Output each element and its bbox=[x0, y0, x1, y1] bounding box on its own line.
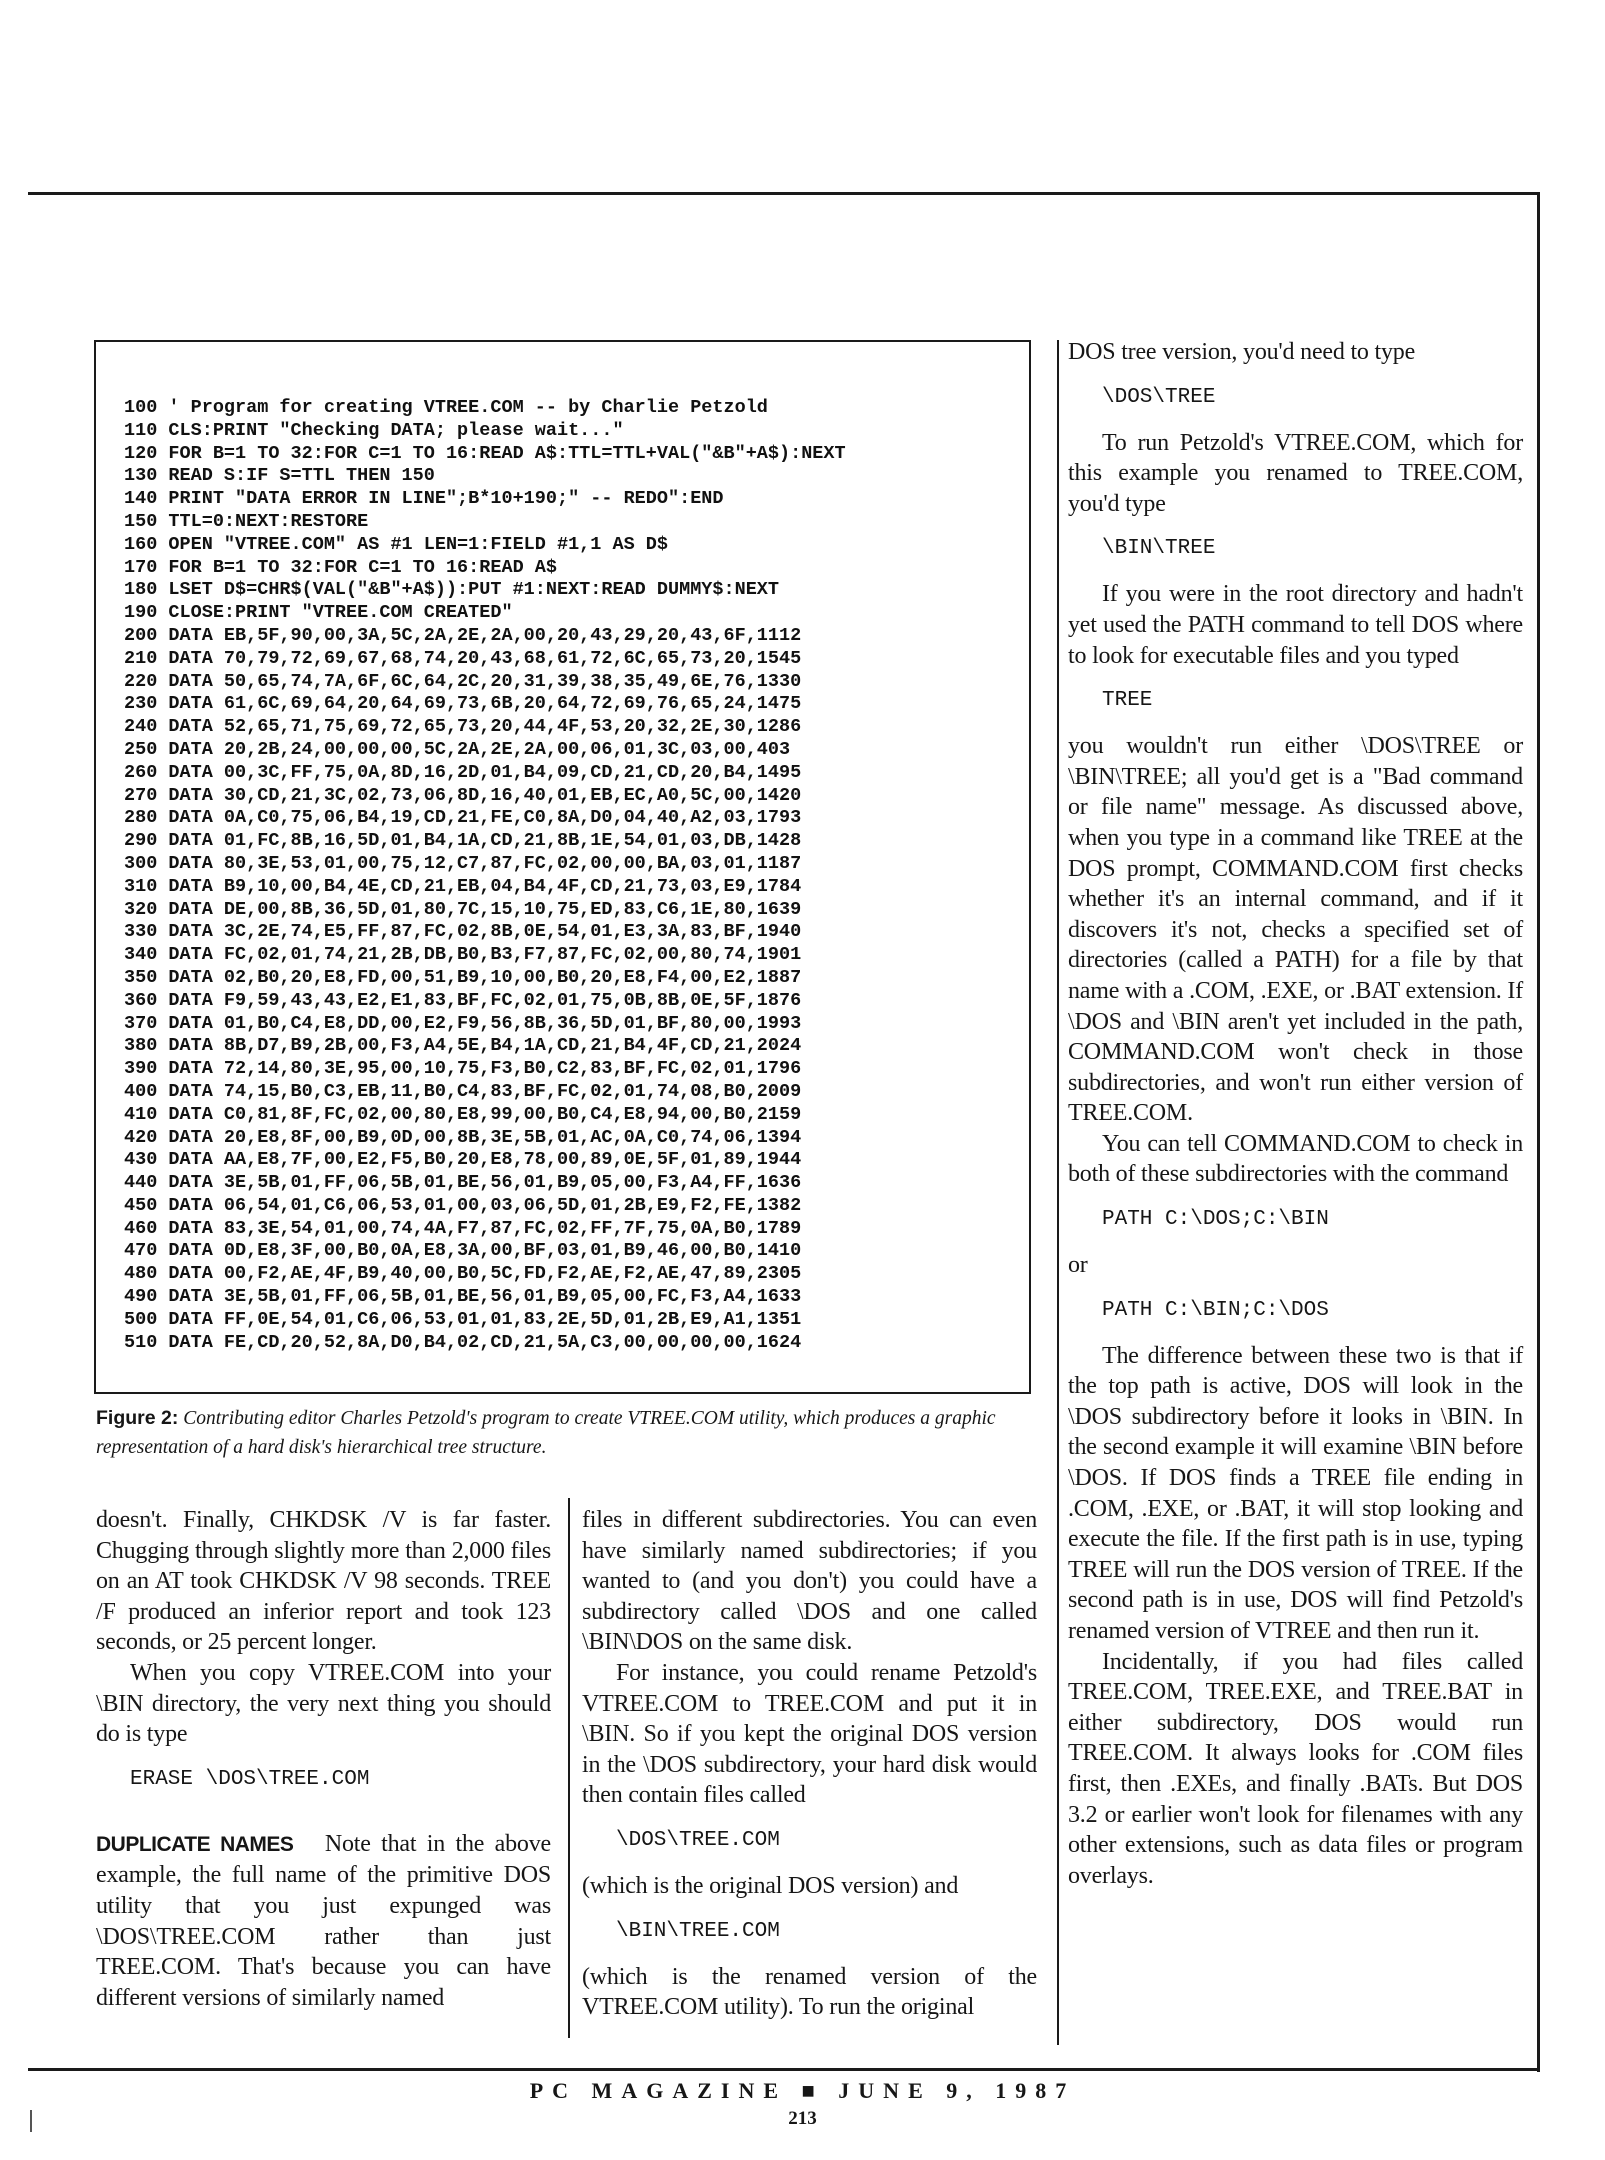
caption-label: Figure 2: bbox=[96, 1407, 179, 1429]
code-line: 370 DATA 01,B0,C4,E8,DD,00,E2,F9,56,8B,36,5D,01,BF,80,00,1993 bbox=[124, 1012, 802, 1034]
code-line: 380 DATA 8B,D7,B9,2B,00,F3,A4,5E,B4,1A,CD,21,B4,4F,CD,21,2024 bbox=[124, 1035, 802, 1057]
code-line: 500 DATA FF,0E,54,01,C6,06,53,01,01,83,2E,5D,01,2B,E9,A1,1351 bbox=[124, 1308, 802, 1330]
column-1 bbox=[96, 1505, 551, 2013]
paragraph: The difference between these two is that if the top path is active, DOS will look in the \DOS subdirectory before it looks in \BIN. In the second example it will examine \BIN before \DOS. If DOS finds a TREE file ending in .COM, .EXE, or .BAT, it will stop looking and execute the file. If the first path is in use, typing TREE will run the DOS version of TREE. If the second path is in use, DOS will find Petzold's renamed version of VTREE and then run it. bbox=[1068, 1342, 1523, 1644]
code-line: 250 DATA 20,2B,24,00,00,00,5C,2A,2E,2A,00,06,01,3C,03,00,403 bbox=[124, 738, 791, 760]
paragraph: You can tell COMMAND.COM to check in both of these subdirectories with the command bbox=[1068, 1130, 1523, 1188]
code-line: 480 DATA 00,F2,AE,4F,B9,40,00,B0,5C,FD,F2,AE,F2,AE,47,89,2305 bbox=[124, 1263, 802, 1285]
top-rule bbox=[28, 192, 1540, 195]
paragraph: or bbox=[1068, 1252, 1088, 1279]
code-line: 330 DATA 3C,2E,74,E5,FF,87,FC,02,8B,0E,54,01,E3,3A,83,BF,1940 bbox=[124, 921, 802, 943]
code-line: 450 DATA 06,54,01,C6,06,53,01,00,03,06,5D,01,2B,E9,F2,FE,1382 bbox=[124, 1194, 802, 1216]
paragraph: For instance, you could rename Petzold's VTREE.COM to TREE.COM and put it in \BIN. So if you kept the original DOS version in the \DOS subdirectory, your hard disk would then contain files called bbox=[582, 1659, 1037, 1809]
section-heading: DUPLICATE NAMES bbox=[96, 1832, 294, 1856]
paragraph: (which is the original DOS version) and bbox=[582, 1872, 959, 1899]
code-line: 170 FOR B=1 TO 32:FOR C=1 TO 16:READ A$ bbox=[124, 556, 557, 578]
code-line: 150 TTL=0:NEXT:RESTORE bbox=[124, 510, 369, 532]
right-rule bbox=[1537, 192, 1540, 2072]
code-line: 190 CLOSE:PRINT "VTREE.COM CREATED" bbox=[124, 602, 513, 624]
column-divider bbox=[1057, 340, 1059, 2045]
code-line: 390 DATA 72,14,80,3E,95,00,10,75,F3,B0,C2,83,BF,FC,02,01,1796 bbox=[124, 1058, 802, 1080]
code-line: 400 DATA 74,15,B0,C3,EB,11,B0,C4,83,BF,FC,02,01,74,08,B0,2009 bbox=[124, 1080, 802, 1102]
column-divider-lower bbox=[568, 1498, 570, 2038]
code-line: 310 DATA B9,10,00,B4,4E,CD,21,EB,04,B4,4F,CD,21,73,03,E9,1784 bbox=[124, 875, 802, 897]
code-line: TREE bbox=[1102, 689, 1153, 713]
code-line: 270 DATA 30,CD,21,3C,02,73,06,8D,16,40,01,EB,EC,A0,5C,00,1420 bbox=[124, 784, 802, 806]
paragraph: you wouldn't run either \DOS\TREE or \BIN\TREE; all you'd get is a "Bad command or file name" message. As discussed above, when you type in a command like TREE at the DOS prompt, COMMAND.COM first checks whether it's an internal command, and if it discovers it's not, checks a specified set of directories (called a PATH) for a file by that name with a .COM, .EXE, or .BAT extension. If \DOS and \BIN aren't yet included in the path, COMMAND.COM won't check in those subdirectories, and won't run either version of TREE.COM. bbox=[1068, 733, 1523, 1127]
code-line: 460 DATA 83,3E,54,01,00,74,4A,F7,87,FC,02,FF,7F,75,0A,B0,1789 bbox=[124, 1217, 802, 1239]
paragraph: Incidentally, if you had files called TREE.COM, TREE.EXE, and TREE.BAT in either subdirectory, DOS would run TREE.COM. It always looks for .COM files first, then .EXEs, and finally .BATs. But DOS 3.2 or earlier won't look for filenames with any other extensions, such as data files or program overlays. bbox=[1068, 1648, 1523, 1889]
code-line: \BIN\TREE bbox=[1102, 537, 1216, 561]
bottom-rule bbox=[28, 2068, 1540, 2071]
figure-caption bbox=[96, 1404, 1046, 1462]
program-listing bbox=[124, 397, 846, 1354]
code-line: 360 DATA F9,59,43,43,E2,E1,83,BF,FC,02,01,75,0B,8B,0E,5F,1876 bbox=[124, 989, 802, 1011]
code-line: 430 DATA AA,E8,7F,00,E2,F5,B0,20,E8,78,00,89,0E,5F,01,89,1944 bbox=[124, 1149, 802, 1171]
paragraph: To run Petzold's VTREE.COM, which for this example you renamed to TREE.COM, you'd type bbox=[1068, 429, 1523, 517]
code-line: 420 DATA 20,E8,8F,00,B9,0D,00,8B,3E,5B,01,AC,0A,C0,74,06,1394 bbox=[124, 1126, 802, 1148]
page-number: 213 bbox=[788, 2108, 817, 2129]
code-line: 300 DATA 80,3E,53,01,00,75,12,C7,87,FC,02,00,00,BA,03,01,1187 bbox=[124, 852, 802, 874]
code-line: 290 DATA 01,FC,8B,16,5D,01,B4,1A,CD,21,8B,1E,54,01,03,DB,1428 bbox=[124, 830, 802, 852]
paragraph: (which is the renamed version of the VTREE.COM utility). To run the original bbox=[582, 1963, 1037, 2021]
code-line: \DOS\TREE.COM bbox=[616, 1828, 780, 1852]
code-line: 410 DATA C0,81,8F,FC,02,00,80,E8,99,00,B0,C4,E8,94,00,B0,2159 bbox=[124, 1103, 802, 1125]
code-line: 120 FOR B=1 TO 32:FOR C=1 TO 16:READ A$:TTL=TTL+VAL("&B"+A$):NEXT bbox=[124, 442, 846, 464]
code-line: 240 DATA 52,65,71,75,69,72,65,73,20,44,4F,53,20,32,2E,30,1286 bbox=[124, 716, 802, 738]
code-line: 180 LSET D$=CHR$(VAL("&B"+A$)):PUT #1:NEXT:READ DUMMY$:NEXT bbox=[124, 579, 780, 601]
paragraph-text: Note that in the above example, the full name of the primitive DOS utility that you just expunged was \DOS\TREE.COM rather than just TREE.COM. That's because you can have different versions of similarly named bbox=[96, 1830, 551, 2011]
paragraph: DOS tree version, you'd need to type bbox=[1068, 339, 1416, 365]
code-line: 200 DATA EB,5F,90,00,3A,5C,2A,2E,2A,00,20,43,29,20,43,6F,1112 bbox=[124, 624, 802, 646]
code-line: 320 DATA DE,00,8B,36,5D,01,80,7C,15,10,75,ED,83,C6,1E,80,1639 bbox=[124, 898, 802, 920]
code-line: PATH C:\DOS;C:\BIN bbox=[1102, 1208, 1329, 1232]
code-line: PATH C:\BIN;C:\DOS bbox=[1102, 1298, 1329, 1322]
paragraph: When you copy VTREE.COM into your \BIN directory, the very next thing you should do is type bbox=[96, 1659, 551, 1748]
column-3 bbox=[1068, 337, 1523, 1891]
code-line: 440 DATA 3E,5B,01,FF,06,5B,01,BE,56,01,B9,05,00,F3,A4,FF,1636 bbox=[124, 1172, 802, 1194]
code-line: 470 DATA 0D,E8,3F,00,B0,0A,E8,3A,00,BF,03,01,B9,46,00,B0,1410 bbox=[124, 1240, 802, 1262]
code-line: 210 DATA 70,79,72,69,67,68,74,20,43,68,61,72,6C,65,73,20,1545 bbox=[124, 647, 802, 669]
paragraph: doesn't. Finally, CHKDSK /V is far faster. Chugging through slightly more than 2,000 files on an AT took CHKDSK /V 98 seconds. TREE /F produced an inferior report and took 123 seconds, or 25 percent longer. bbox=[96, 1507, 551, 1656]
code-line: 510 DATA FE,CD,20,52,8A,D0,B4,02,CD,21,5A,C3,00,00,00,00,1624 bbox=[124, 1331, 802, 1353]
code-line: 110 CLS:PRINT "Checking DATA; please wait..." bbox=[124, 419, 624, 441]
code-line: 340 DATA FC,02,01,74,21,2B,DB,B0,B3,F7,87,FC,02,00,80,74,1901 bbox=[124, 944, 802, 966]
code-line: 350 DATA 02,B0,20,E8,FD,00,51,B9,10,00,B0,20,E8,F4,00,E2,1887 bbox=[124, 966, 802, 988]
code-line: 130 READ S:IF S=TTL THEN 150 bbox=[124, 465, 435, 487]
code-line: 100 ' Program for creating VTREE.COM -- by Charlie Petzold bbox=[124, 397, 768, 418]
code-line: 140 PRINT "DATA ERROR IN LINE";B*10+190;" -- REDO":END bbox=[124, 488, 724, 510]
caption-text: Contributing editor Charles Petzold's program to create VTREE.COM utility, which produces a graphic representation of a hard disk's hierarchical tree structure. bbox=[96, 1408, 996, 1458]
code-line: 230 DATA 61,6C,69,64,20,64,69,73,6B,20,64,72,69,76,65,24,1475 bbox=[124, 693, 802, 715]
code-line: 220 DATA 50,65,74,7A,6F,6C,64,2C,20,31,39,38,35,49,6E,76,1330 bbox=[124, 670, 802, 692]
code-line: 260 DATA 00,3C,FF,75,0A,8D,16,2D,01,B4,09,CD,21,CD,20,B4,1495 bbox=[124, 761, 802, 783]
code-line: \BIN\TREE.COM bbox=[616, 1919, 780, 1943]
code-line: 280 DATA 0A,C0,75,06,B4,19,CD,21,FE,C0,8A,D0,04,40,A2,03,1793 bbox=[124, 807, 802, 829]
code-line: \DOS\TREE bbox=[1102, 385, 1216, 409]
code-line: 490 DATA 3E,5B,01,FF,06,5B,01,BE,56,01,B9,05,00,FC,F3,A4,1633 bbox=[124, 1286, 802, 1308]
paragraph: If you were in the root directory and hadn't yet used the PATH command to tell DOS where to look for executable files and you typed bbox=[1068, 581, 1523, 669]
column-2 bbox=[582, 1505, 1037, 2023]
paragraph bbox=[96, 1829, 551, 2014]
running-footer: PC MAGAZINE ■ JUNE 9, 1987 bbox=[529, 2078, 1076, 2103]
paragraph: files in different subdirectories. You can even have similarly named subdirectories; if you wanted to (and you don't) you could have a subdirectory called \DOS and one called \BIN\DOS on the same disk. bbox=[582, 1507, 1037, 1656]
code-line: 160 OPEN "VTREE.COM" AS #1 LEN=1:FIELD #1,1 AS D$ bbox=[124, 533, 668, 555]
code-line: ERASE \DOS\TREE.COM bbox=[130, 1767, 370, 1791]
